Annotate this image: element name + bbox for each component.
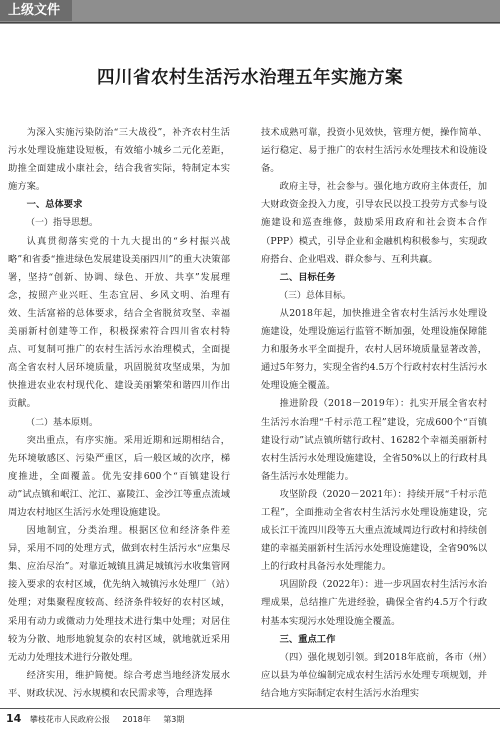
paragraph: 技术成熟可靠，投资小见效快，管理方便，操作简单、运行稳定、易于推广的农村生活污水处理技术和设施设备。 <box>261 127 487 175</box>
right-column <box>261 124 487 703</box>
subsection-heading: （三）总体目标。 <box>279 290 352 301</box>
header-divider <box>0 22 500 23</box>
section-label: 上级文件 <box>0 0 72 21</box>
paragraph: 攻坚阶段（2020－2021年）：持续开展“千村示范工程”，全面推动全省农村生活污水处理设施建设，完成长江干流四川段等五大重点流域周边行政村和持续创建的幸福美丽新村生活污水处理设施建设，全省90%以上的行政村具备污水处理能力。 <box>261 488 487 573</box>
paragraph: 认真贯彻落实党的十九大提出的“乡村振兴战略”和省委“推进绿色发展建设美丽四川”的重大决策部署，坚持“创新、协调、绿色、开放、共享”发展理念，按照产业兴旺、生态宜居、乡风文明、治理有效、生活富裕的总体要求，结合全省脱贫攻坚、幸福美丽新村创建等工作，积极探索符合四川省农村特点、可复制可推广的农村生活污水治理模式，全面提高全省农村人居环境质量，巩固脱贫攻坚成果，为加快推进农业农村现代化、建设美丽繁荣和谐四川作出贡献。 <box>8 235 230 410</box>
publication-name: 攀枝花市人民政府公报 <box>29 715 110 724</box>
section-heading: 三、重点工作 <box>279 633 336 645</box>
subsection-heading: （一）指导思想。 <box>26 218 99 229</box>
section-heading: 一、总体要求 <box>26 199 83 211</box>
publication-year: 2018年 <box>122 715 151 724</box>
header-band <box>0 0 500 24</box>
paragraph: 推进阶段（2018－2019年）：扎实开展全省农村生活污水治理“千村示范工程”建设，完成600个“百镇建设行动”试点镇所辖行政村、16282个幸福美丽新村农村生活污水处理设施建设，全省50%以上的行政村具备生活污水处理能力。 <box>261 398 487 482</box>
paragraph: 突出重点，有序实施。采用近期和远期相结合，先环境敏感区、污染严重区，后一般区域的次序，梯度推进，全面覆盖。优先安排600个“百镇建设行动”试点镇和岷江、沱江、嘉陵江、金沙江等重点流域周边农村地区生活污水处理设施建设。 <box>8 434 230 518</box>
paragraph: （四）强化规划引领。到2018年底前，各市（州）应以县为单位编制完成农村生活污水处理专项规划，并结合地方实际制定农村生活污水治理实 <box>261 651 487 699</box>
paragraph: 政府主导，社会参与。强化地方政府主体责任，加大财政资金投入力度，引导农民以投工投劳方式参与设施建设和巡查维修，鼓励采用政府和社会资本合作（PPP）模式，引导企业和金融机构积极参与，实现政府搭台、企业唱戏、群众参与、互利共赢。 <box>261 181 487 265</box>
section-heading: 二、目标任务 <box>279 271 336 283</box>
footer-divider <box>0 708 500 709</box>
paragraph: 因地制宜，分类治理。根据区位和经济条件差异，采用不同的处理方式，做到农村生活污水“应集尽集、应治尽治”。对靠近城镇且满足城镇污水收集管网接入要求的农村区域，优先纳入城镇污水处理厂（站）处理；对集聚程度较高、经济条件较好的农村区域，采用有动力或微动力处理技术进行集中处理；对居住较为分散、地形地貌复杂的农村区域，就地就近采用无动力处理技术进行分散处理。 <box>8 525 230 663</box>
footer <box>6 712 194 725</box>
paragraph: 从2018年起，加快推进全省农村生活污水处理设施建设，处理设施运行监管不断加强，处理设施保障能力和服务水平全面提升，农村人居环境质量显著改善，通过5年努力，实现全省约4.5万个行政村农村生活污水处理设施全覆盖。 <box>261 307 487 392</box>
paragraph: 经济实用，维护简便。综合考虑当地经济发展水平、财政状况、污水规模和农民需求等，合理选择 <box>8 669 230 699</box>
left-column <box>8 124 230 703</box>
paragraph: 巩固阶段（2022年）：进一步巩固农村生活污水治理成果，总结推广先进经验，确保全省约4.5万个行政村基本实现污水处理设施全覆盖。 <box>261 579 487 627</box>
publication-issue: 第3期 <box>163 715 185 724</box>
page-number: 14 <box>6 712 22 725</box>
document-title: 四川省农村生活污水治理五年实施方案 <box>97 68 403 88</box>
paragraph: 为深入实施污染防治“三大战役”，补齐农村生活污水处理设施建设短板，有效缩小城乡二元化差距，助推全面建成小康社会，结合我省实际，特制定本实施方案。 <box>8 127 230 193</box>
subsection-heading: （二）基本原则。 <box>26 417 99 428</box>
